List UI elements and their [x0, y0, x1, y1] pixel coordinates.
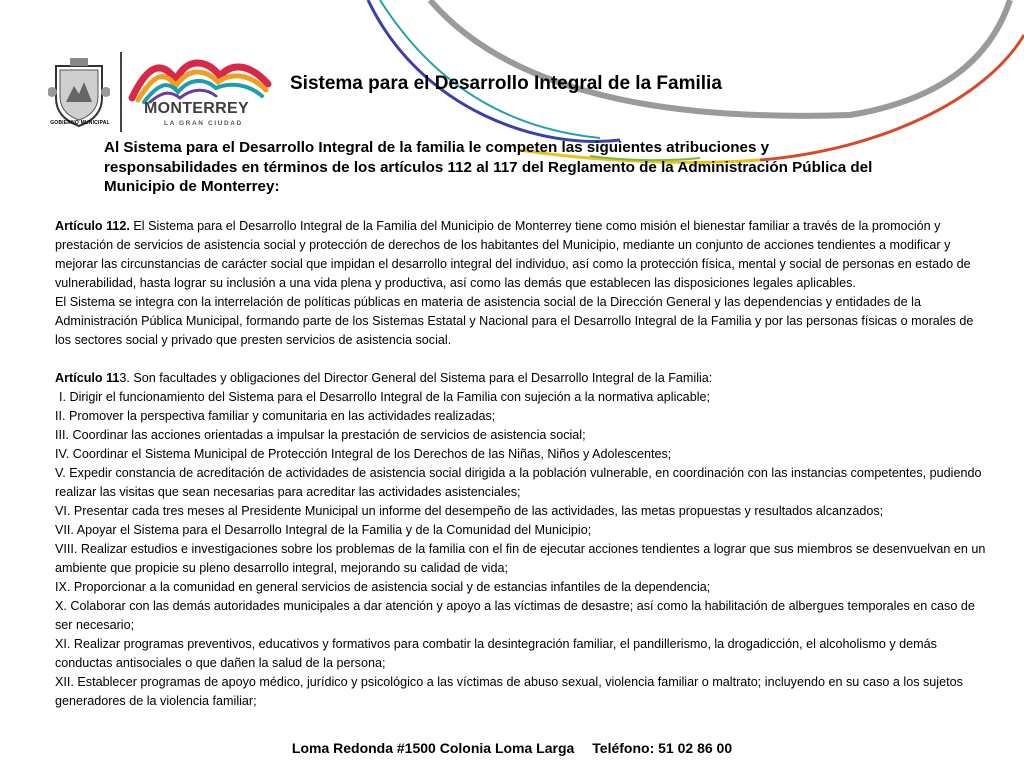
- article-113-item-5: V. Expedir constancia de acreditación de actividades de asistencia social dirigida a la población vulnerable, en coordinación con las instancias competentes, pudiendo realizar las visitas que sean necesarias para acreditar las actividades asistenciales;: [55, 466, 982, 499]
- shield-caption: GOBIERNO MUNICIPAL: [50, 120, 110, 126]
- city-tagline: LA GRAN CIUDAD: [164, 120, 243, 127]
- article-113-label: Artículo 11: [55, 371, 120, 385]
- article-113-heading: [55, 369, 990, 388]
- intro-paragraph: Al Sistema para el Desarrollo Integral de la familia le competen las siguientes atribuciones y responsabilidades en términos de los artículos 112 al 117 del Reglamento de la Administración Pública del Municipio de Monterrey:: [104, 139, 873, 195]
- footer-phone: Teléfono: 51 02 86 00: [592, 740, 733, 756]
- article-112-text: El Sistema para el Desarrollo Integral de la Familia del Municipio de Monterrey tiene como misión el bienestar familiar a través de la promoción y prestación de servicios de asistencia social y protección de derechos de los habitantes del Municipio, mediante un conjunto de acciones tendientes a modificar y mejorar las circunstancias de carácter social que impidan el desarrollo integral del individuo, así como la protección física, mental y social de personas en estado de vulnerabilidad, hasta lograr su inclusión a una vida plena y productiva, así como las demás que establecen las disposiciones legales aplicables.: [55, 219, 971, 290]
- arc-gray: [430, 0, 1010, 116]
- municipal-shield-icon: [48, 56, 110, 130]
- article-112-paragraph: [55, 217, 990, 293]
- article-113-item-4: IV. Coordinar el Sistema Municipal de Protección Integral de los Derechos de las Niñas, Niños y Adolescentes;: [55, 447, 672, 461]
- article-113-item-7: VII. Apoyar el Sistema para el Desarrollo Integral de la Familia y de la Comunidad del Municipio;: [55, 523, 592, 537]
- logo-divider: [120, 52, 122, 132]
- article-113-item-8: VIII. Realizar estudios e investigaciones sobre los problemas de la familia con el fin de ejecutar acciones tendientes a lograr que sus miembros se desenvuelvan en un ambiente que propicie su pleno desarrollo integral, mejorando su calidad de vida;: [55, 542, 986, 575]
- article-113-item-11: XI. Realizar programas preventivos, educativos y formativos para combatir la desintegración familiar, el pandillerismo, la drogadicción, el alcoholismo y demás conductas antisociales o que dañen la salud de la persona;: [55, 637, 937, 670]
- article-113-item-9: IX. Proporcionar a la comunidad en general servicios de asistencia social y de estancias infantiles de la dependencia;: [55, 580, 711, 594]
- article-112-label: Artículo 112.: [55, 219, 130, 233]
- document-body: [55, 217, 990, 711]
- article-113-item-1: I. Dirigir el funcionamiento del Sistema para el Desarrollo Integral de la Familia con sujeción a la normativa aplicable;: [59, 390, 710, 404]
- article-113-text: 3. Son facultades y obligaciones del Director General del Sistema para el Desarrollo Integral de la Familia:: [119, 371, 713, 385]
- article-113-item-10: X. Colaborar con las demás autoridades municipales a dar atención y apoyo a las víctimas de desastre; así como la habilitación de albergues temporales en caso de ser necesario;: [55, 599, 975, 632]
- article-112-paragraph-2: El Sistema se integra con la interrelación de políticas públicas en materia de asistencia social de la Dirección General y las dependencias y entidades de la Administración Pública Municipal, formando parte de los Sistemas Estatal y Nacional para el Desarrollo Integral de la Familia y por las personas físicas o morales de los sectores social y privado que presten servicios de asistencia social.: [55, 295, 974, 347]
- city-name: MONTERREY: [144, 100, 249, 117]
- paragraph-gap: [55, 350, 990, 369]
- article-113-item-6: VI. Presentar cada tres meses al Presidente Municipal un informe del desempeño de las actividades, las metas propuestas y resultados alcanzados;: [55, 504, 884, 518]
- article-113-item-2: II. Promover la perspectiva familiar y comunitaria en las actividades realizadas;: [55, 409, 496, 423]
- footer-address: Loma Redonda #1500 Colonia Loma Larga: [291, 740, 575, 756]
- article-113-item-12: XII. Establecer programas de apoyo médico, jurídico y psicológico a las víctimas de abuso sexual, violencia familiar o maltrato; incluyendo en su caso a los sujetos generadores de la violencia familiar;: [55, 675, 963, 708]
- article-113-item-3: III. Coordinar las acciones orientadas a impulsar la prestación de servicios de asistencia social;: [55, 428, 586, 442]
- monterrey-mountain-logo-icon: [128, 54, 274, 104]
- page-title: Sistema para el Desarrollo Integral de la Familia: [290, 73, 722, 94]
- arc-blue: [368, 0, 620, 141]
- footer: [0, 740, 1024, 756]
